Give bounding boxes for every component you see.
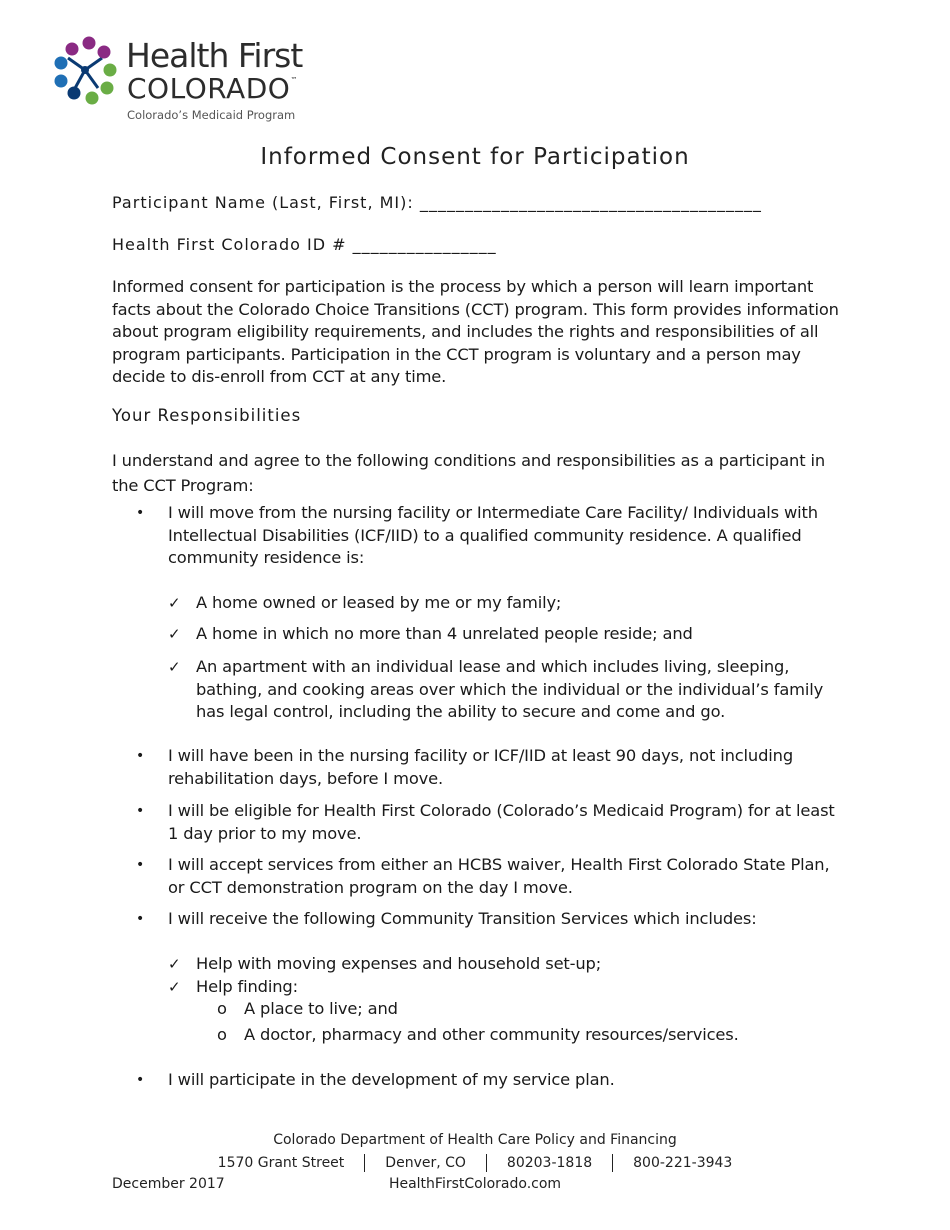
list-item-text: I will be eligible for Health First Colorado (Colorado’s Medicaid Program) for at least 1 day prior to my move.	[168, 801, 835, 843]
logo-subtitle: COLORADO™	[127, 72, 298, 105]
checkmark-icon: ✓	[168, 658, 181, 676]
logo-dots-icon	[52, 36, 118, 106]
bullet-icon: •	[136, 803, 145, 819]
footer-date: December 2017	[112, 1176, 225, 1192]
check-item-text: An apartment with an individual lease and which includes living, sleeping, bathing, and cooking areas over which the individual or the individual’s family has legal control, including the ability to secure and come and go.	[196, 657, 824, 721]
footer-website[interactable]: HealthFirstColorado.com	[388, 1176, 562, 1192]
intro-paragraph: Informed consent for participation is the process by which a person will learn important facts about the Colorado Choice Transitions (CCT) program. This form provides information about program eligibility requirements, and includes the rights and responsibilities of all program participants. Participation in the CCT program is voluntary and a person may decide to dis-enroll from CCT at any time.	[112, 277, 839, 386]
participant-name-field[interactable]: Participant Name (Last, First, MI): ______________________________________	[112, 193, 762, 212]
bullet-icon: •	[136, 911, 145, 927]
footer-divider	[364, 1154, 365, 1172]
footer-city: Denver, CO	[385, 1155, 466, 1171]
checkmark-icon: ✓	[168, 978, 181, 996]
sub-item-text: A place to live; and	[244, 999, 398, 1018]
check-item-text: Help finding:	[196, 977, 298, 996]
footer-divider	[486, 1154, 487, 1172]
bullet-icon: •	[136, 748, 145, 764]
list-item-text: I will receive the following Community Transition Services which includes:	[168, 909, 757, 928]
agree-paragraph: I understand and agree to the following conditions and responsibilities as a participant in the CCT Program:	[112, 451, 826, 495]
footer-zip: 80203-1818	[506, 1155, 593, 1171]
footer-street: 1570 Grant Street	[217, 1155, 345, 1171]
check-item-text: A home owned or leased by me or my family;	[196, 593, 562, 612]
footer-organization: Colorado Department of Health Care Policy and Financing	[273, 1132, 677, 1148]
sub-item-text: A doctor, pharmacy and other community resources/services.	[244, 1025, 739, 1044]
footer-phone: 800-221-3943	[633, 1155, 733, 1171]
medicaid-id-field[interactable]: Health First Colorado ID # ________________	[112, 235, 497, 254]
circle-bullet-icon: o	[217, 1025, 227, 1044]
logo-title: Health First	[126, 36, 303, 75]
list-item-text: I will move from the nursing facility or Intermediate Care Facility/ Individuals with Intellectual Disabilities (ICF/IID) to a qualified community residence. A qualified community residence is:	[168, 503, 818, 567]
bullet-icon: •	[136, 505, 145, 521]
circle-bullet-icon: o	[217, 999, 227, 1018]
checkmark-icon: ✓	[168, 594, 181, 612]
page-title: Informed Consent for Participation	[260, 144, 690, 170]
footer-address	[0, 1154, 950, 1172]
checkmark-icon: ✓	[168, 625, 181, 643]
list-item-text: I will participate in the development of my service plan.	[168, 1070, 615, 1089]
section-heading: Your Responsibilities	[112, 406, 302, 425]
logo-tagline: Colorado’s Medicaid Program	[127, 108, 296, 122]
footer-divider	[612, 1154, 613, 1172]
check-item-text: Help with moving expenses and household set-up;	[196, 954, 602, 973]
list-item-text: I will accept services from either an HCBS waiver, Health First Colorado State Plan, or CCT demonstration program on the day I move.	[168, 855, 830, 897]
bullet-icon: •	[136, 1072, 145, 1088]
check-item-text: A home in which no more than 4 unrelated people reside; and	[196, 624, 693, 643]
health-first-colorado-logo	[52, 36, 322, 126]
bullet-icon: •	[136, 857, 145, 873]
list-item-text: I will have been in the nursing facility or ICF/IID at least 90 days, not including rehabilitation days, before I move.	[168, 746, 793, 788]
checkmark-icon: ✓	[168, 955, 181, 973]
